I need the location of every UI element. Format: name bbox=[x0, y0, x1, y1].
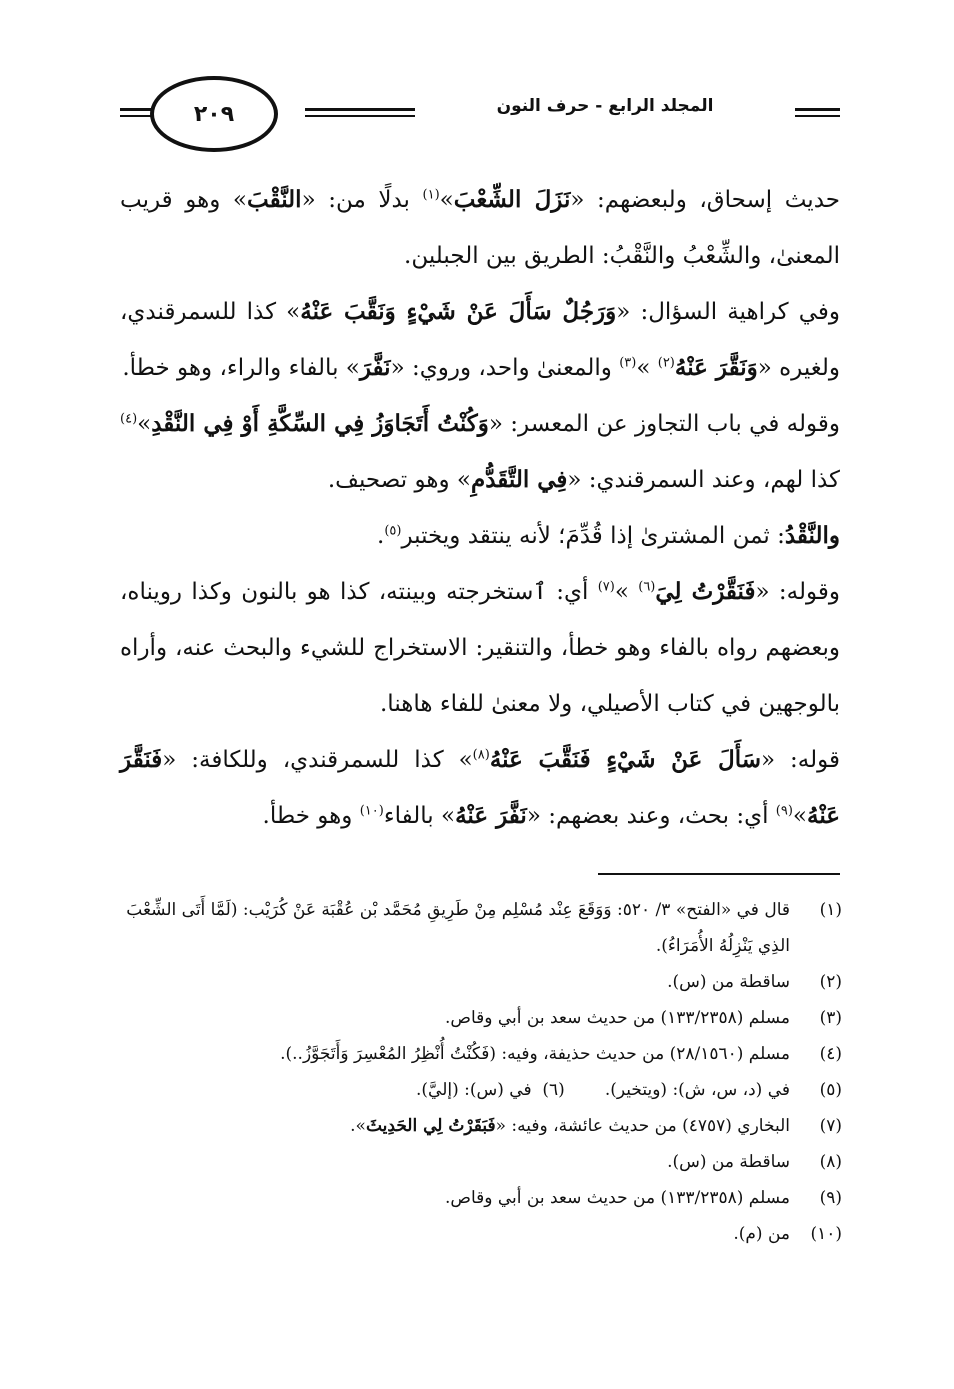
paragraph bbox=[120, 284, 840, 396]
footnote-ref[interactable]: (١) bbox=[422, 187, 440, 203]
paragraph bbox=[120, 564, 840, 732]
paragraph bbox=[120, 396, 840, 508]
quoted-phrase: نَفَّرَ bbox=[359, 354, 391, 381]
footnote-ref[interactable]: (٣) bbox=[619, 355, 637, 371]
text-run: » وهو تصحيف. bbox=[327, 467, 471, 493]
footnote-text: مسلم (١٣٣/٢٣٥٨) من حديث سعد بن أبي وقاص. bbox=[444, 1008, 790, 1028]
header-rule bbox=[795, 108, 840, 111]
footnote bbox=[120, 1144, 842, 1180]
paragraph bbox=[120, 732, 840, 844]
text-run: بدلًا من: « bbox=[301, 187, 423, 213]
quoted-phrase: فَنَقَّرَ عَنْهُ bbox=[120, 746, 840, 829]
text-run: » bbox=[137, 411, 152, 437]
text-run: » كذا للسمرقندي، وللكافة: « bbox=[162, 747, 473, 773]
footnote-text: مسلم (١٣٣/٢٣٥٨) من حديث سعد بن أبي وقاص. bbox=[444, 1188, 790, 1208]
footnote bbox=[120, 1036, 842, 1072]
text-run: » بالفاء والراء، وهو خطأ. bbox=[122, 355, 360, 381]
footnote-number: (٨) bbox=[819, 1152, 842, 1172]
paragraph bbox=[120, 172, 840, 284]
footnote-text: البخاري (٤٧٥٧) من حديث عائشة، وفيه: « bbox=[495, 1116, 790, 1136]
footnote bbox=[120, 1216, 842, 1252]
footnote bbox=[120, 964, 842, 1000]
text-run: » bbox=[614, 579, 639, 605]
text-run: كذا لهم، وعند السمرقندي: « bbox=[567, 467, 840, 493]
page-number-badge bbox=[150, 76, 278, 152]
footnote-text: ». bbox=[350, 1116, 366, 1136]
footnote-number: (٣) bbox=[819, 1008, 842, 1028]
footnote-text: قال في «الفتح» ٣/ ٥٢٠: وَوَقَعَ عِنْد مُسْلِم مِنْ طَرِيقِ مُحَمَّد بْن عُقْبَة عَنْ كُرَيْب: (لَمَّا أَتَى الشِّعْبَ الذِي يَنْزِلُهُ الأُمَرَاءُ). bbox=[126, 900, 790, 956]
footnote-number: (٥) bbox=[819, 1080, 842, 1100]
quoted-phrase: النَّقْبَ bbox=[247, 186, 302, 213]
footnote-inline bbox=[416, 1072, 565, 1108]
quoted-phrase: وَرَجُلٌ سَأَلَ عَنْ شَيْءٍ وَنَقَّبَ عَنْهُ bbox=[300, 298, 617, 325]
footnote-text: من (م). bbox=[733, 1224, 790, 1244]
footnote-body bbox=[120, 1108, 790, 1144]
footnote-ref[interactable]: (٨) bbox=[472, 747, 490, 763]
footnote-text: مسلم (٢٨/١٥٦٠) من حديث حذيفة، وفيه: (فَكُنْتُ أُنْظِرُ المُعْسِرَ وَأَتَجَوَّزُ..). bbox=[280, 1044, 790, 1064]
text-run: : ثمن المشترىٰ إذا قُدِّمَ؛ لأنه ينتقد ويختبر bbox=[401, 523, 785, 549]
quoted-phrase: سَأَلَ عَنْ شَيْءٍ فَنَقَّبَ عَنْهُ bbox=[489, 746, 761, 773]
footnote-ref[interactable]: (٩) bbox=[775, 803, 793, 819]
footnote bbox=[120, 1108, 842, 1144]
text-run: » bbox=[439, 187, 454, 213]
text-run: وفي كراهية السؤال: « bbox=[616, 299, 840, 325]
quoted-phrase: وَكُنْتُ أَتَجَاوَزُ فِي السِّكَّةِ أَوْ فِي النَّقْدِ bbox=[151, 410, 489, 437]
footnote-text: ساقطة من (س). bbox=[667, 972, 790, 992]
quoted-phrase: فَنَقَّرْتُ لِيَ bbox=[655, 578, 756, 605]
main-text bbox=[120, 172, 840, 844]
text-run: وقوله: « bbox=[755, 579, 840, 605]
footnote-number: (٢) bbox=[819, 972, 842, 992]
text-run: وهو خطأ. bbox=[262, 803, 360, 829]
quoted-phrase: فِي التَّقَدُّمِ bbox=[470, 466, 568, 493]
footnote-pair-body bbox=[120, 1072, 790, 1108]
page-header bbox=[110, 70, 845, 160]
footnote-number: (٦) bbox=[542, 1080, 565, 1100]
footnote bbox=[120, 1180, 842, 1216]
footnote-pair bbox=[120, 1072, 842, 1108]
text-run: حديث إسحاق، ولبعضهم: « bbox=[570, 187, 840, 213]
footnote-number: (٤) bbox=[819, 1044, 842, 1064]
footnote-number: (٩) bbox=[819, 1188, 842, 1208]
footnote-ref[interactable]: (٢) bbox=[657, 355, 675, 371]
text-run: وقوله في باب التجاوز عن المعسر: « bbox=[488, 411, 840, 437]
footnote-quote: فَبَقَرْتُ لِي الحَدِيثَ bbox=[365, 1116, 496, 1136]
footnote-ref[interactable]: (٦) bbox=[638, 579, 656, 595]
paragraph bbox=[120, 508, 840, 564]
header-rule bbox=[305, 108, 415, 111]
text-run: » وهو قريب المعنىٰ، والشِّعْبُ والنَّقْبُ: الطريق بين الجبلين. bbox=[120, 187, 840, 269]
headword: والنَّقْدُ bbox=[784, 522, 840, 549]
footnote-text: في (س): (إليَّ). bbox=[415, 1080, 532, 1100]
text-run: » بالفاء bbox=[383, 803, 456, 829]
quoted-phrase: نَفَّرَ عَنْهُ bbox=[455, 802, 527, 829]
footnote-text: ساقطة من (س). bbox=[667, 1152, 790, 1172]
running-title: المجلد الرابع - حرف النون bbox=[496, 96, 714, 116]
header-rule bbox=[305, 115, 415, 117]
footnote-number: (١٠) bbox=[810, 1224, 842, 1244]
text-run: . bbox=[377, 523, 385, 549]
page-number: ٢٠٩ bbox=[193, 101, 235, 127]
footnote-ref[interactable]: (٥) bbox=[384, 523, 402, 539]
footnote-number: (٧) bbox=[819, 1116, 842, 1136]
text-run: » كذا للسمرقندي، ولغيره « bbox=[120, 299, 840, 381]
header-rule bbox=[795, 115, 840, 117]
footnote-number: (١) bbox=[819, 900, 842, 920]
text-run: » bbox=[636, 355, 658, 381]
footnote bbox=[120, 892, 842, 964]
quoted-phrase: وَنَقَّرَ عَنْهُ bbox=[674, 354, 758, 381]
text-run: والمعنىٰ واحد، وروي: « bbox=[390, 355, 620, 381]
footnote-text: في (د، س، ش): (ويتخير). bbox=[604, 1080, 790, 1100]
text-run: أي: ٱستخرجته وبينته، كذا هو بالنون وكذا رويناه، وبعضهم رواه بالفاء وهو خطأ، والتنقير: الاستخراج للشيء والبحث عنه، وأراه بالوجهين في كتاب الأصيلي، ولا معنىٰ للفاء هاهنا. bbox=[120, 579, 840, 717]
footnote-ref[interactable]: (١٠) bbox=[359, 803, 384, 819]
footnote bbox=[120, 1000, 842, 1036]
footnote-ref[interactable]: (٤) bbox=[120, 411, 138, 427]
footnote-separator bbox=[598, 873, 840, 875]
footnotes bbox=[120, 892, 842, 1252]
text-run: أي: بحث، وعند بعضهم: « bbox=[526, 803, 776, 829]
quoted-phrase: نَزَلَ الشِّعْبَ bbox=[453, 186, 571, 213]
footnote-ref[interactable]: (٧) bbox=[597, 579, 615, 595]
text-run: قوله: « bbox=[761, 747, 840, 773]
text-run: » bbox=[792, 803, 807, 829]
